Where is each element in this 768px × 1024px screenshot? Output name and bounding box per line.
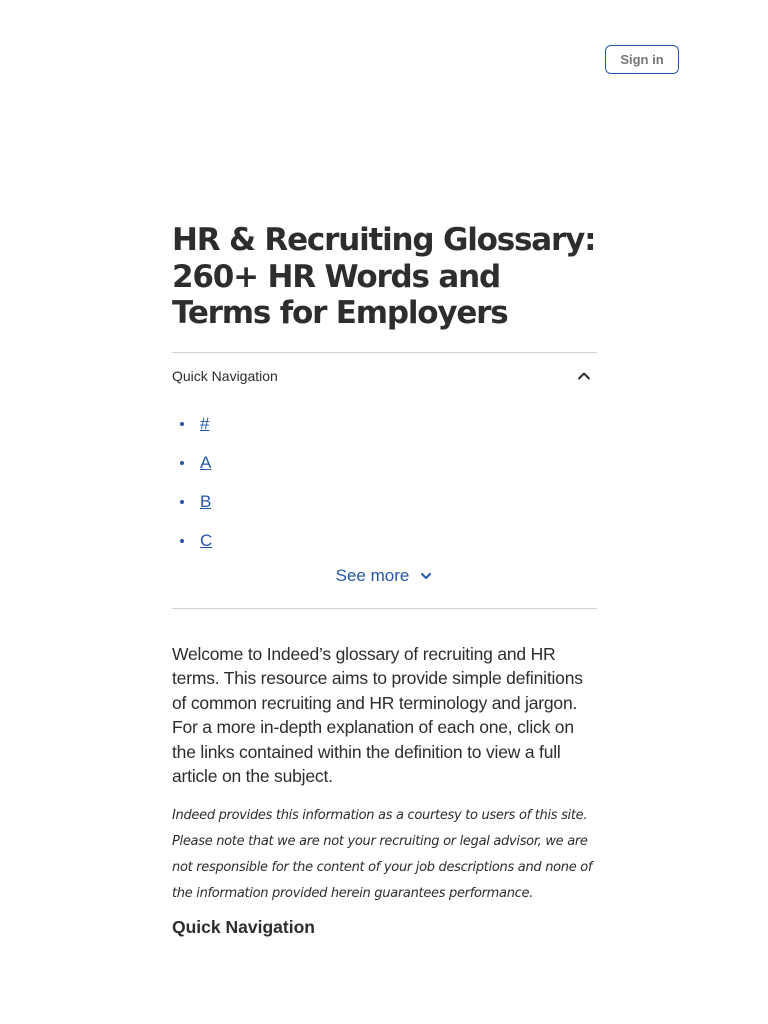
article-content bbox=[172, 222, 597, 938]
section-heading: Quick Navigation bbox=[172, 917, 315, 938]
nav-link-c[interactable]: C bbox=[200, 530, 213, 550]
quick-navigation-item bbox=[172, 413, 597, 452]
sign-in-button[interactable]: Sign in bbox=[605, 45, 679, 74]
see-more-label: See more bbox=[335, 565, 410, 585]
bullet-icon bbox=[180, 539, 184, 543]
quick-navigation-item bbox=[172, 452, 597, 491]
quick-navigation-label: Quick Navigation bbox=[172, 367, 278, 384]
nav-link-b[interactable]: B bbox=[200, 491, 212, 511]
bullet-icon bbox=[180, 422, 184, 426]
quick-navigation-panel bbox=[172, 352, 597, 609]
quick-navigation-list bbox=[172, 413, 597, 569]
chevron-up-icon bbox=[575, 367, 593, 385]
quick-navigation-item bbox=[172, 491, 597, 530]
nav-link-hash[interactable]: # bbox=[200, 413, 210, 433]
bullet-icon bbox=[180, 461, 184, 465]
bullet-icon bbox=[180, 500, 184, 504]
quick-navigation-item bbox=[172, 530, 597, 569]
quick-navigation-toggle[interactable] bbox=[172, 353, 597, 399]
page-title: HR & Recruiting Glossary: 260+ HR Words and Terms for Employers bbox=[172, 222, 596, 331]
intro-paragraph: Welcome to Indeed’s glossary of recruiting and HR terms. This resource aims to provide simple definitions of common recruiting and HR terminology and jargon. For a more in-depth explanation of each one, click on the links contained within the definition to view a full article on the subject. bbox=[172, 643, 583, 787]
nav-link-a[interactable]: A bbox=[200, 452, 212, 472]
disclaimer-text: Indeed provides this information as a courtesy to users of this site. Please note that we are not your recruiting or legal advisor, we are not responsible for the content of your job descriptions and none of the information provided herein guarantees performance. bbox=[172, 808, 593, 902]
chevron-down-icon bbox=[419, 569, 433, 583]
